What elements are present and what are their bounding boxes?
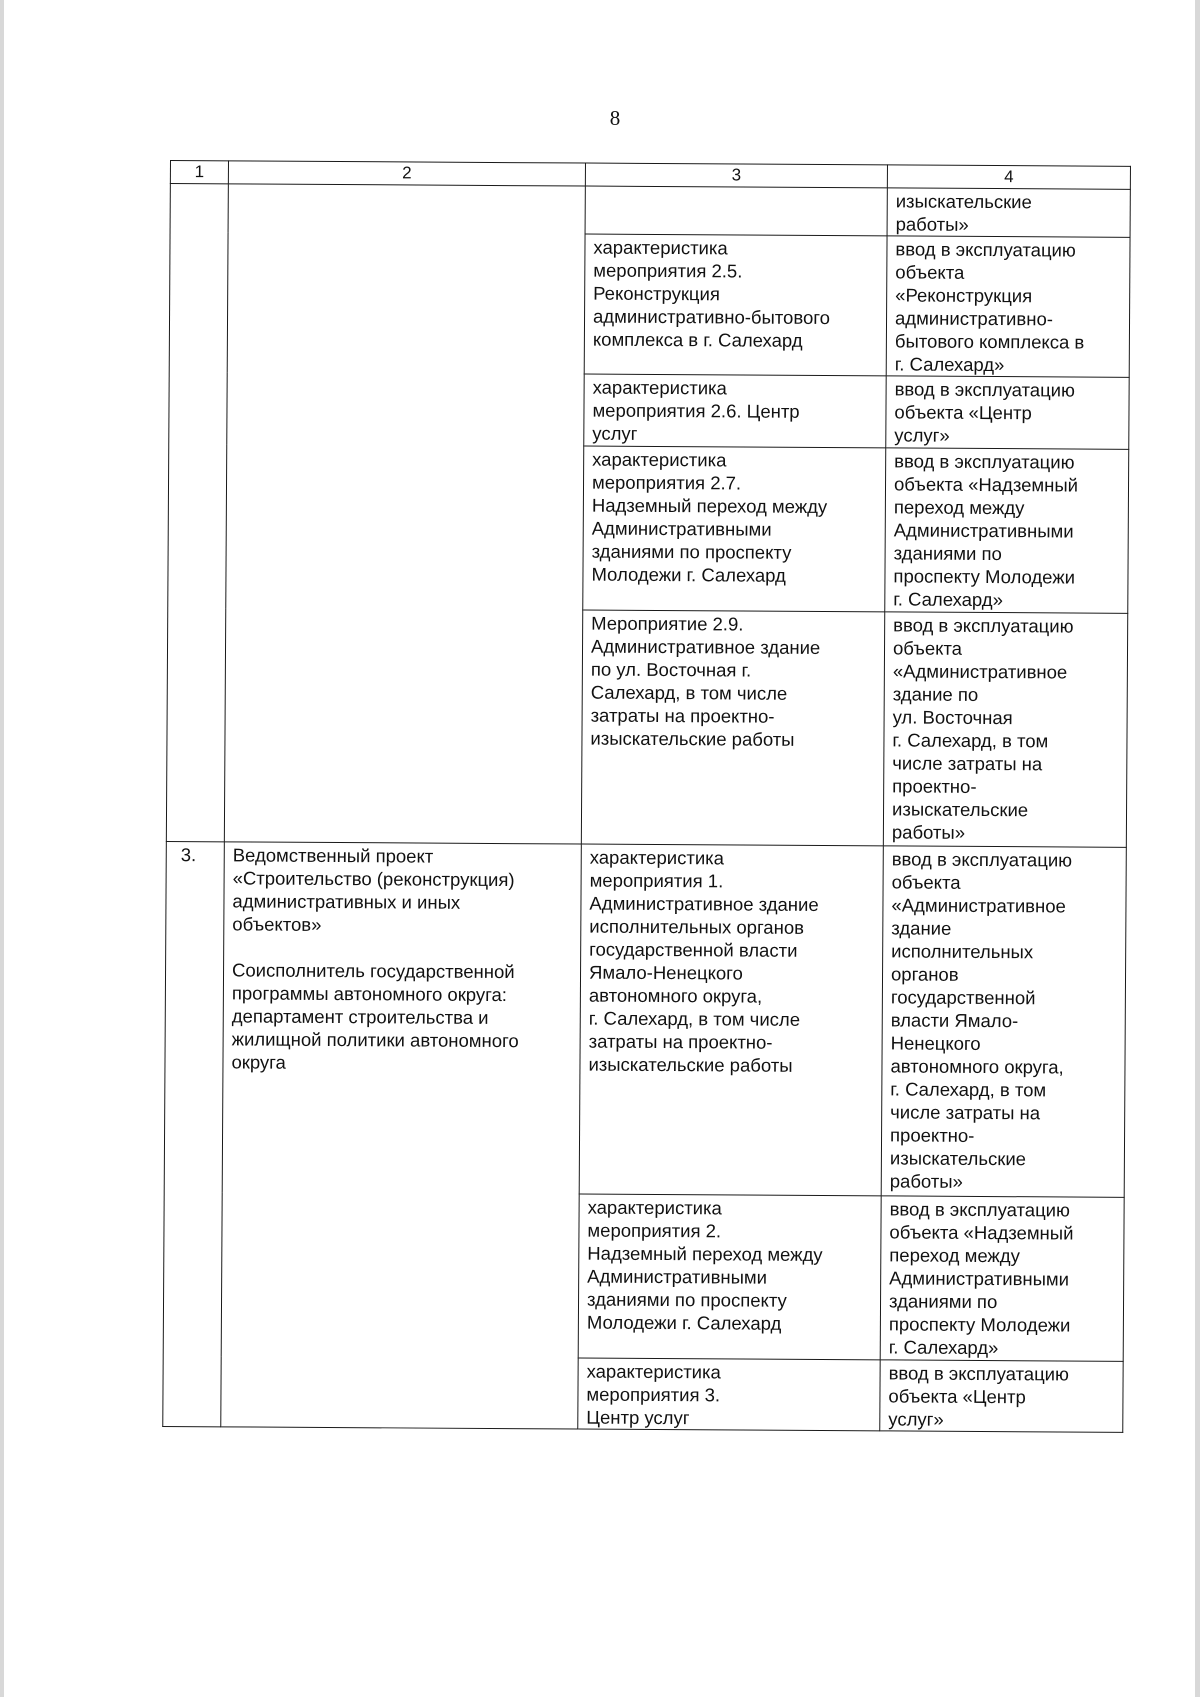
result-cell: ввод в эксплуатацию объекта «Надземный переход между Административными зданиями по проспекту Молодежи г. Салехард» (880, 1196, 1124, 1361)
row-number: 3. (163, 841, 225, 1426)
result-cell: изыскательские работы» (887, 188, 1130, 237)
result-cell: ввод в эксплуатацию объекта «Административное здание исполнительных органов государственной власти Ямало- Ненецкого автономного округа, г. Салехард, в том числе затраты на проектно- изыскательские работы» (881, 846, 1126, 1197)
result-cell: ввод в эксплуатацию объекта «Центр услуг» (880, 1360, 1123, 1432)
indicator-cell: характеристика мероприятия 3. Центр услуг (578, 1358, 880, 1431)
result-cell: ввод в эксплуатацию объекта «Административное здание по ул. Восточная г. Салехард, в том числе затраты на проектно- изыскательские работы» (883, 612, 1127, 847)
column-header-2: 2 (228, 161, 585, 186)
scan-edge-left (0, 0, 4, 1697)
project-description: Ведомственный проект «Строительство (реконструкция) административных и иных объектов» Соисполнитель государственной программы автономного округа: департамент строительства и жилищной политики автономного округа (221, 842, 582, 1429)
indicator-cell: характеристика мероприятия 2.6. Центр услуг (584, 374, 886, 448)
result-cell: ввод в эксплуатацию объекта «Надземный переход между Административными зданиями по проспекту Молодежи г. Салехард» (885, 448, 1129, 613)
indicator-cell: Мероприятие 2.9. Административное здание по ул. Восточная г. Салехард, в том числе затраты на проектно- изыскательские работы (581, 610, 884, 846)
row-number-cell (166, 184, 228, 842)
project-description-cell (224, 184, 585, 844)
scan-edge-right (1195, 0, 1200, 1697)
table-row (170, 184, 1130, 238)
table-row (164, 841, 1126, 1197)
indicator-cell (585, 186, 887, 236)
column-header-1: 1 (170, 161, 228, 184)
indicator-cell: характеристика мероприятия 1. Административное здание исполнительных органов государственной власти Ямало-Ненецкого автономного округа, г. Салехард, в том числе затраты на проектно- изыскательские работы (579, 844, 883, 1196)
result-cell: ввод в эксплуатацию объекта «Реконструкция административно- бытового комплекса в г. Салехард» (886, 236, 1130, 377)
column-header-3: 3 (585, 163, 887, 188)
indicator-cell: характеристика мероприятия 2.5. Реконструкция административно-бытового комплекса в г. Салехард (584, 234, 887, 376)
indicator-cell: характеристика мероприятия 2. Надземный переход между Административными зданиями по проспекту Молодежи г. Салехард (578, 1194, 881, 1360)
page-number: 8 (609, 106, 621, 130)
column-header-4: 4 (887, 165, 1130, 189)
result-cell: ввод в эксплуатацию объекта «Центр услуг» (886, 376, 1129, 449)
indicator-cell: характеристика мероприятия 2.7. Надземный переход между Административными зданиями по проспекту Молодежи г. Салехард (583, 446, 886, 612)
program-table (162, 160, 1131, 1433)
